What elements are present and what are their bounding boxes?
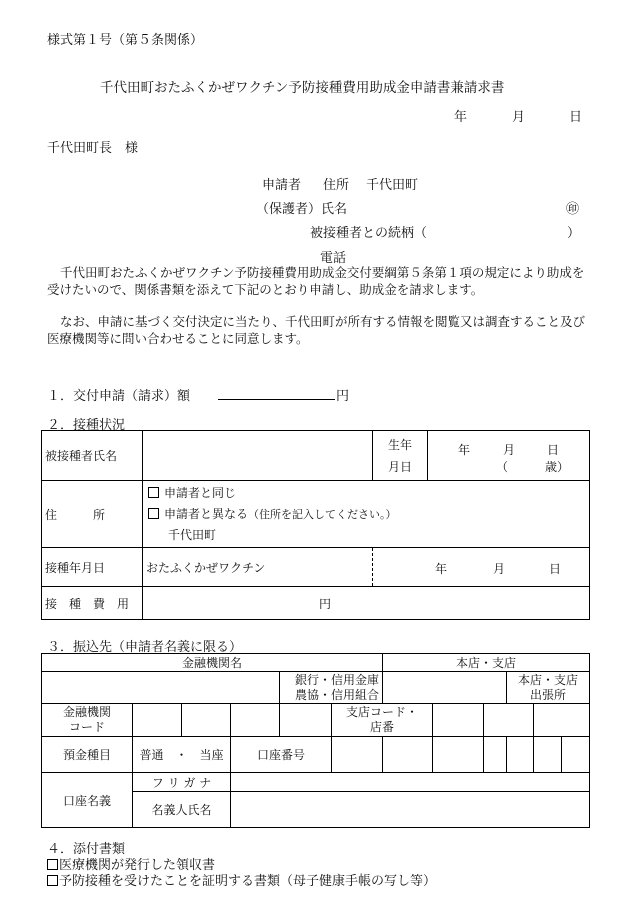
vaccination-day: 日 (549, 562, 562, 576)
patient-name-label: 被接種者氏名 (42, 431, 143, 481)
attachment-checkbox-1[interactable] (47, 859, 58, 870)
furigana-label: フ リ ガ ナ (133, 773, 231, 792)
institution-code-digit-1[interactable] (133, 704, 182, 737)
patient-name-field[interactable] (143, 431, 373, 481)
date-month-label: 月 (512, 110, 526, 125)
amount-field[interactable] (218, 399, 335, 400)
age-close: 歳） (545, 460, 570, 474)
account-digit-3[interactable] (433, 737, 484, 773)
birth-date-field[interactable] (428, 431, 590, 481)
vaccination-status-table (41, 430, 590, 620)
account-digit-7[interactable] (562, 737, 590, 773)
holder-name-field[interactable] (231, 792, 590, 828)
different-address-label: 申請者と異なる (164, 506, 249, 521)
account-digit-1[interactable] (332, 737, 383, 773)
branch-type-label: 本店・支店 出張所 (507, 672, 590, 704)
vaccination-date-field[interactable] (373, 548, 590, 587)
branch-code-digit-2[interactable] (484, 704, 534, 737)
institution-header: 金融機関名 (42, 654, 383, 672)
address-town: 千代田町 (168, 527, 217, 542)
account-digit-4[interactable] (484, 737, 507, 773)
applicant-address-value: 千代田町 (366, 178, 419, 193)
institution-code-digit-2[interactable] (182, 704, 231, 737)
attachment-item: 予防接種を受けたことを証明する書類（母子健康手帳の写し等） (47, 870, 436, 889)
age-open: （ (496, 460, 509, 474)
section4-label: ４．添付書類 (47, 842, 126, 857)
paragraph-1: 千代田町おたふくかぜワクチン予防接種費用助成金交付要綱第５条第１項の規定により助成を受けたいので、関係書類を添えて下記のとおり申請し、助成金を請求します。 (47, 265, 585, 297)
furigana-field[interactable] (231, 773, 590, 792)
institution-code-digit-4[interactable] (280, 704, 332, 737)
applicant-address-label: 住所 (323, 178, 350, 193)
section1-label: １．交付申請（請求）額 (47, 389, 191, 404)
address-label: 住 所 (42, 481, 143, 548)
branch-name-field[interactable] (383, 672, 507, 704)
branch-header: 本店・支店 (383, 654, 590, 672)
deposit-type-options[interactable]: 普通 ・ 当座 (133, 737, 231, 773)
branch-code-label: 支店コード・ 店番 (332, 704, 433, 737)
institution-code-label: 金融機関 コード (42, 704, 133, 737)
vaccination-date-label: 接種年月日 (42, 548, 143, 587)
account-digit-5[interactable] (507, 737, 534, 773)
address-field[interactable] (143, 481, 590, 548)
vaccination-year: 年 (435, 562, 448, 576)
cost-field[interactable] (143, 587, 590, 620)
branch-code-digit-3[interactable] (534, 704, 590, 737)
account-name-label: 口座名義 (42, 773, 133, 828)
guardian-name-label: （保護者）氏名 (256, 202, 348, 217)
cost-unit: 円 (319, 596, 332, 611)
deposit-type-label: 預金種目 (42, 737, 133, 773)
date-day-label: 日 (569, 110, 583, 125)
attachment-item: 医療機関が発行した領収書 (47, 854, 215, 873)
form-number: 様式第１号（第５条関係） (47, 33, 204, 48)
account-number-label: 口座番号 (231, 737, 332, 773)
date-year-label: 年 (454, 110, 468, 125)
same-as-applicant-checkbox[interactable] (148, 487, 159, 498)
account-digit-2[interactable] (383, 737, 433, 773)
paragraph-2: なお、申請に基づく交付決定に当たり、千代田町が所有する情報を閲覧又は調査すること及び医療機関等に問い合わせることに同意します。 (47, 314, 586, 346)
institution-code-digit-3[interactable] (231, 704, 280, 737)
section1-unit: 円 (336, 389, 350, 404)
branch-code-digit-1[interactable] (433, 704, 484, 737)
bank-account-table (41, 653, 590, 828)
different-address-note: （住所を記入してください。） (248, 507, 397, 521)
section2-label: ２．接種状況 (47, 418, 126, 433)
birth-month: 月 (503, 443, 516, 457)
addressee: 千代田町長 様 (47, 141, 139, 156)
form-title: 千代田町おたふくかぜワクチン予防接種費用助成金申請書兼請求書 (100, 80, 505, 96)
relation-close: ） (567, 226, 581, 241)
birth-day: 日 (547, 443, 560, 457)
vaccine-name: おたふくかぜワクチン (143, 548, 373, 587)
relation-label: 被接種者との続柄（ (310, 226, 428, 241)
same-as-applicant-label: 申請者と同じ (164, 485, 237, 500)
seal-mark: ㊞ (566, 202, 580, 217)
cost-label: 接 種 費 用 (42, 587, 143, 620)
phone-label: 電話 (320, 251, 347, 266)
institution-name-field[interactable] (42, 672, 280, 704)
birth-label: 生年 月日 (373, 431, 428, 481)
vaccination-month: 月 (493, 562, 506, 576)
bank-type-label: 銀行・信用金庫 農協・信用組合 (280, 672, 383, 704)
attachment-checkbox-2[interactable] (47, 875, 58, 886)
section3-label: ３．振込先（申請者名義に限る） (47, 640, 243, 655)
account-digit-6[interactable] (534, 737, 562, 773)
birth-year: 年 (458, 443, 471, 457)
different-address-checkbox[interactable] (148, 508, 159, 519)
applicant-label: 申請者 (262, 178, 302, 193)
holder-name-label: 名義人氏名 (133, 792, 231, 828)
